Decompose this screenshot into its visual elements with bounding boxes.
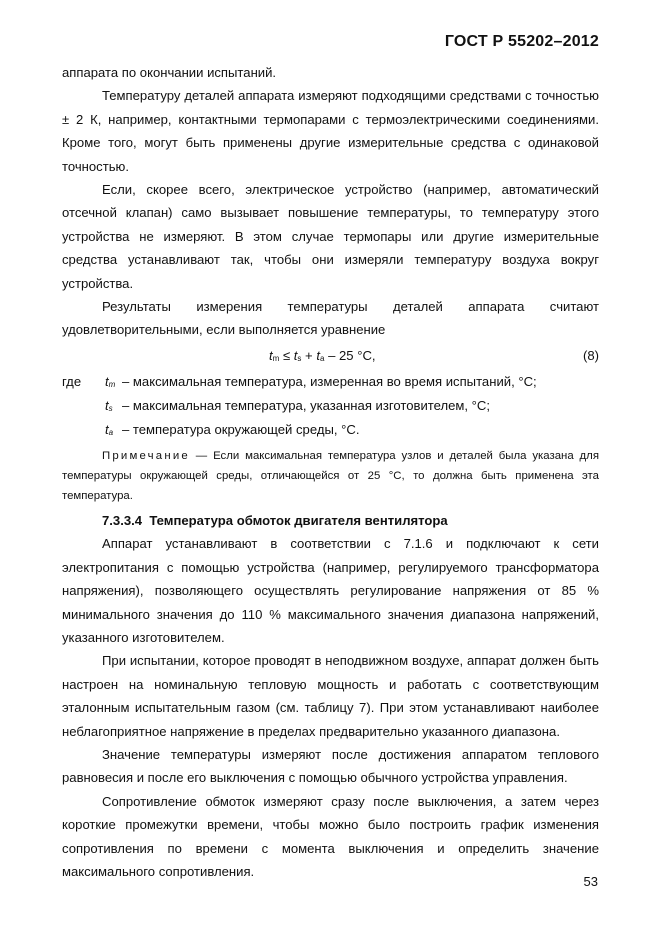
definition-item bbox=[62, 418, 599, 442]
equation-expression: tm ≤ ts + ta – 25 °С, bbox=[269, 347, 376, 363]
section-number: 7.3.3.4 bbox=[102, 512, 143, 528]
where-label: где bbox=[62, 373, 82, 389]
note-block bbox=[62, 446, 599, 506]
paragraph-electrical-device: Если, скорее всего, электрическое устройство (например, автоматический отсечной клапан) само вызывает повышение температуры, то температуру этого устройства не измеряют. В этом случае термопары или другие измерительные средства устанавливают так, чтобы они измеряли температуру воздуха вокруг устройства. bbox=[62, 182, 599, 291]
equation-8 bbox=[62, 344, 599, 368]
section-title: Температура обмоток двигателя вентилятора bbox=[149, 512, 448, 528]
definition-text: – максимальная температура, указанная изготовителем, °С; bbox=[122, 397, 490, 413]
definition-item bbox=[62, 370, 599, 394]
paragraph-measurement-means: Температуру деталей аппарата измеряют подходящими средствами с точностью ± 2 К, например, контактными термопарами с термоэлектрическими соединениями. Кроме того, могут быть применены другие измерительные средства с одинаковой точностью. bbox=[62, 88, 599, 174]
page-number: 53 bbox=[583, 874, 598, 889]
equation-number: (8) bbox=[582, 347, 599, 363]
paragraph-thermal-equilibrium: Значение температуры измеряют после достижения аппаратом теплового равновесия и после его выключения с помощью обычного устройства управления. bbox=[62, 746, 599, 786]
definition-text: – температура окружающей среды, °С. bbox=[122, 421, 360, 437]
paragraph-connection: Аппарат устанавливают в соответствии с 7.1.6 и подключают к сети электропитания с помощью устройства (например, регулируемого трансформатора напряжения), позволяющего осуществлять регулирование напряжения от 85 % минимального значения до 110 % максимального значения диапазона напряжений, указанного изготовителем. bbox=[62, 536, 599, 645]
paragraph-winding-resistance: Сопротивление обмоток измеряют сразу после выключения, а затем через короткие промежутки времени, чтобы можно было построить график изменения сопротивления по времени с момента выключения и определить значение максимального сопротивления. bbox=[62, 793, 599, 879]
definition-item bbox=[62, 394, 599, 418]
section-heading bbox=[62, 509, 599, 532]
document-code: ГОСТ Р 55202–2012 bbox=[444, 33, 599, 50]
paragraph-still-air-test: При испытании, которое проводят в неподвижном воздухе, аппарат должен быть настроен на номинальную тепловую мощность и работать с соответствующим эталонным испытательным газом (см. таблицу 7). При этом устанавливают наиболее неблагоприятное напряжение в пределах предварительно указанного диапазона. bbox=[62, 653, 599, 739]
definition-text: – максимальная температура, измеренная во время испытаний, °С; bbox=[122, 373, 537, 389]
definitions-list bbox=[62, 370, 599, 442]
note-text: — Если максимальная температура узлов и деталей была указана для температуры окружающей среды, отличающейся от 25 °С, то должна быть применена эта температура. bbox=[62, 449, 599, 502]
paragraph-continuation: аппарата по окончании испытаний. bbox=[62, 65, 277, 80]
definition-symbol: tm bbox=[105, 373, 116, 389]
paragraph-results-criterion: Результаты измерения температуры деталей аппарата считают удовлетворительными, если выполняется уравнение bbox=[62, 299, 599, 338]
definition-symbol: ta bbox=[105, 421, 114, 437]
note-label: Примечание bbox=[102, 449, 190, 462]
definition-symbol: ts bbox=[105, 397, 113, 413]
document-body bbox=[62, 61, 599, 883]
